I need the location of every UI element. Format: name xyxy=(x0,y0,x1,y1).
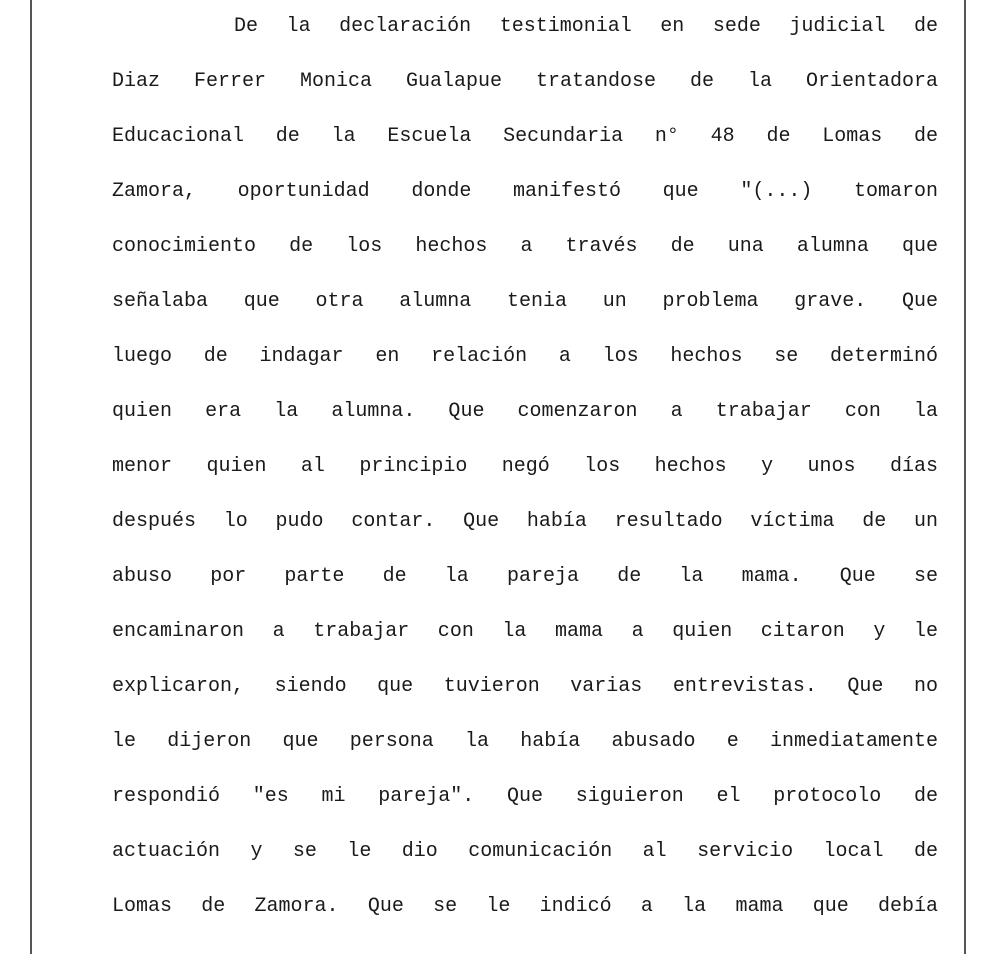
text-line: quien era la alumna. Que comenzaron a trabajar con la xyxy=(112,400,938,423)
text-line: actuación y se le dio comunicación al servicio local de xyxy=(112,840,938,863)
document-page xyxy=(30,0,966,954)
document-body-text xyxy=(112,6,938,941)
text-line: Zamora, oportunidad donde manifestó que "(...) tomaron xyxy=(112,180,938,203)
text-line: Educacional de la Escuela Secundaria n° 48 de Lomas de xyxy=(112,125,938,148)
text-line: explicaron, siendo que tuvieron varias entrevistas. Que no xyxy=(112,675,938,698)
text-line: le dijeron que persona la había abusado e inmediatamente xyxy=(112,730,938,753)
text-line: abuso por parte de la pareja de la mama. Que se xyxy=(112,565,938,588)
text-line: respondió "es mi pareja". Que siguieron el protocolo de xyxy=(112,785,938,808)
text-line: conocimiento de los hechos a través de una alumna que xyxy=(112,235,938,258)
text-line: De la declaración testimonial en sede judicial de xyxy=(234,15,938,38)
text-line: encaminaron a trabajar con la mama a quien citaron y le xyxy=(112,620,938,643)
text-line: señalaba que otra alumna tenia un problema grave. Que xyxy=(112,290,938,313)
text-line: luego de indagar en relación a los hechos se determinó xyxy=(112,345,938,368)
text-line: después lo pudo contar. Que había resultado víctima de un xyxy=(112,510,938,533)
text-line: menor quien al principio negó los hechos y unos días xyxy=(112,455,938,478)
text-line: Lomas de Zamora. Que se le indicó a la mama que debía xyxy=(112,895,938,918)
text-line: Diaz Ferrer Monica Gualapue tratandose de la Orientadora xyxy=(112,70,938,93)
